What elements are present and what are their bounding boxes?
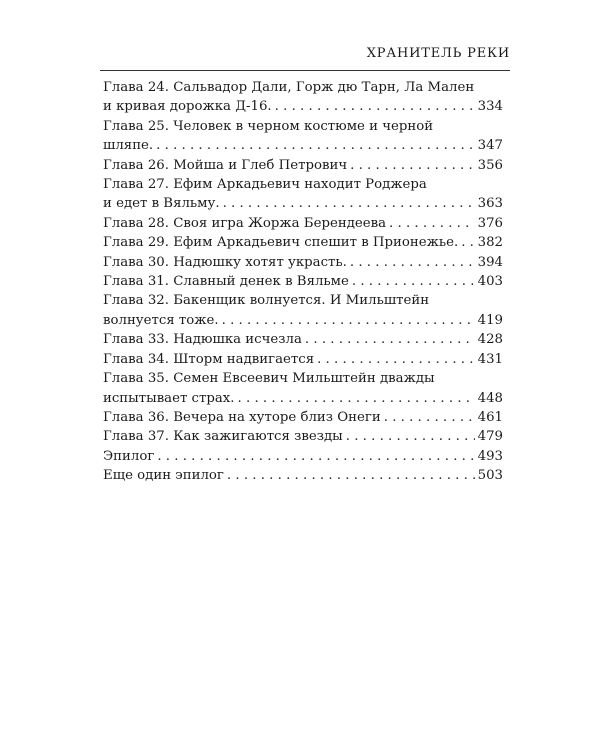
toc-entry-title-line: Глава 36. Вечера на хуторе близ Онеги xyxy=(103,409,381,425)
page-number: 347 xyxy=(477,138,503,154)
dot-leader xyxy=(220,194,475,213)
page-number: 334 xyxy=(477,99,503,115)
dot-leader xyxy=(381,408,475,427)
toc-entry-title-line: Глава 28. Своя игра Жоржа Берендеева xyxy=(103,215,387,231)
toc-entry-title-line: волнуется тоже. xyxy=(103,312,219,328)
toc-entry[interactable] xyxy=(103,175,503,214)
dot-leader xyxy=(153,136,475,155)
dot-leader xyxy=(349,272,475,291)
toc-entry-title-line: и кривая дорожка Д-16. xyxy=(103,99,272,115)
toc-entry-title-line: Глава 37. Как зажигаются звезды xyxy=(103,429,343,445)
page-number: 419 xyxy=(477,312,503,328)
toc-entry-title-line: Глава 29. Ефим Аркадьевич спешит в Прионежье. xyxy=(103,235,459,251)
toc-entry[interactable] xyxy=(103,447,503,466)
toc-entry-title-line: Глава 31. Славный денек в Вяльме xyxy=(103,274,349,290)
toc-entry-title-line: Глава 35. Семен Евсеевич Мильштейн дважды xyxy=(103,371,435,387)
dot-leader xyxy=(386,214,475,233)
page-number: 448 xyxy=(477,390,503,406)
page-number: 431 xyxy=(477,351,503,367)
toc-entry[interactable] xyxy=(103,408,503,427)
page-number: 403 xyxy=(477,274,503,290)
toc-entry-title-line: Эпилог xyxy=(103,448,155,464)
dot-leader xyxy=(343,427,475,446)
page-number: 356 xyxy=(477,157,503,173)
page-number: 461 xyxy=(477,409,503,425)
table-of-contents xyxy=(103,78,503,486)
dot-leader xyxy=(458,233,475,252)
page-number: 503 xyxy=(477,468,503,484)
dot-leader xyxy=(314,350,475,369)
dot-leader xyxy=(272,97,475,116)
page-number: 376 xyxy=(477,215,503,231)
dot-leader xyxy=(154,447,475,466)
page-number: 428 xyxy=(477,332,503,348)
header-rule xyxy=(100,70,510,71)
toc-entry-title-line: Глава 27. Ефим Аркадьевич находит Роджера xyxy=(103,177,427,193)
page-number: 479 xyxy=(477,429,503,445)
dot-leader xyxy=(302,330,475,349)
toc-entry-title-line: Глава 30. Надюшку хотят украсть. xyxy=(103,254,347,270)
toc-entry[interactable] xyxy=(103,117,503,156)
dot-leader xyxy=(224,466,475,485)
dot-leader xyxy=(219,311,475,330)
toc-entry[interactable] xyxy=(103,156,503,175)
toc-entry-title-line: и едет в Вяльму. xyxy=(103,196,220,212)
toc-entry-title-line: Еще один эпилог xyxy=(103,468,224,484)
toc-entry-title-line: Глава 25. Человек в черном костюме и черной xyxy=(103,118,434,134)
toc-entry[interactable] xyxy=(103,291,503,330)
toc-entry-title-line: Глава 32. Бакенщик волнуется. И Мильштейн xyxy=(103,293,430,309)
toc-entry[interactable] xyxy=(103,369,503,408)
toc-entry-title-line: Глава 24. Сальвадор Дали, Горж дю Тарн, Ла Мален xyxy=(103,80,475,95)
page-number: 363 xyxy=(477,196,503,212)
toc-entry[interactable] xyxy=(103,78,503,117)
toc-entry-title-line: Глава 33. Надюшка исчезла xyxy=(103,332,302,348)
toc-entry[interactable] xyxy=(103,233,503,252)
toc-entry[interactable] xyxy=(103,214,503,233)
toc-entry-title-line: Глава 34. Шторм надвигается xyxy=(103,351,315,367)
toc-entry[interactable] xyxy=(103,427,503,446)
page-number: 394 xyxy=(477,254,503,270)
dot-leader xyxy=(347,253,475,272)
toc-entry[interactable] xyxy=(103,466,503,485)
toc-entry[interactable] xyxy=(103,330,503,349)
toc-entry[interactable] xyxy=(103,253,503,272)
dot-leader xyxy=(235,389,475,408)
page-number: 493 xyxy=(477,448,503,464)
toc-entry[interactable] xyxy=(103,350,503,369)
toc-entry-title-line: Глава 26. Мойша и Глеб Петрович xyxy=(103,157,348,173)
page-number: 382 xyxy=(477,235,503,251)
toc-entry-title-line: шляпе. xyxy=(103,138,154,154)
running-header: ХРАНИТЕЛЬ РЕКИ xyxy=(366,46,510,61)
dot-leader xyxy=(347,156,475,175)
toc-entry-title-line: испытывает страх. xyxy=(103,390,235,406)
toc-entry[interactable] xyxy=(103,272,503,291)
